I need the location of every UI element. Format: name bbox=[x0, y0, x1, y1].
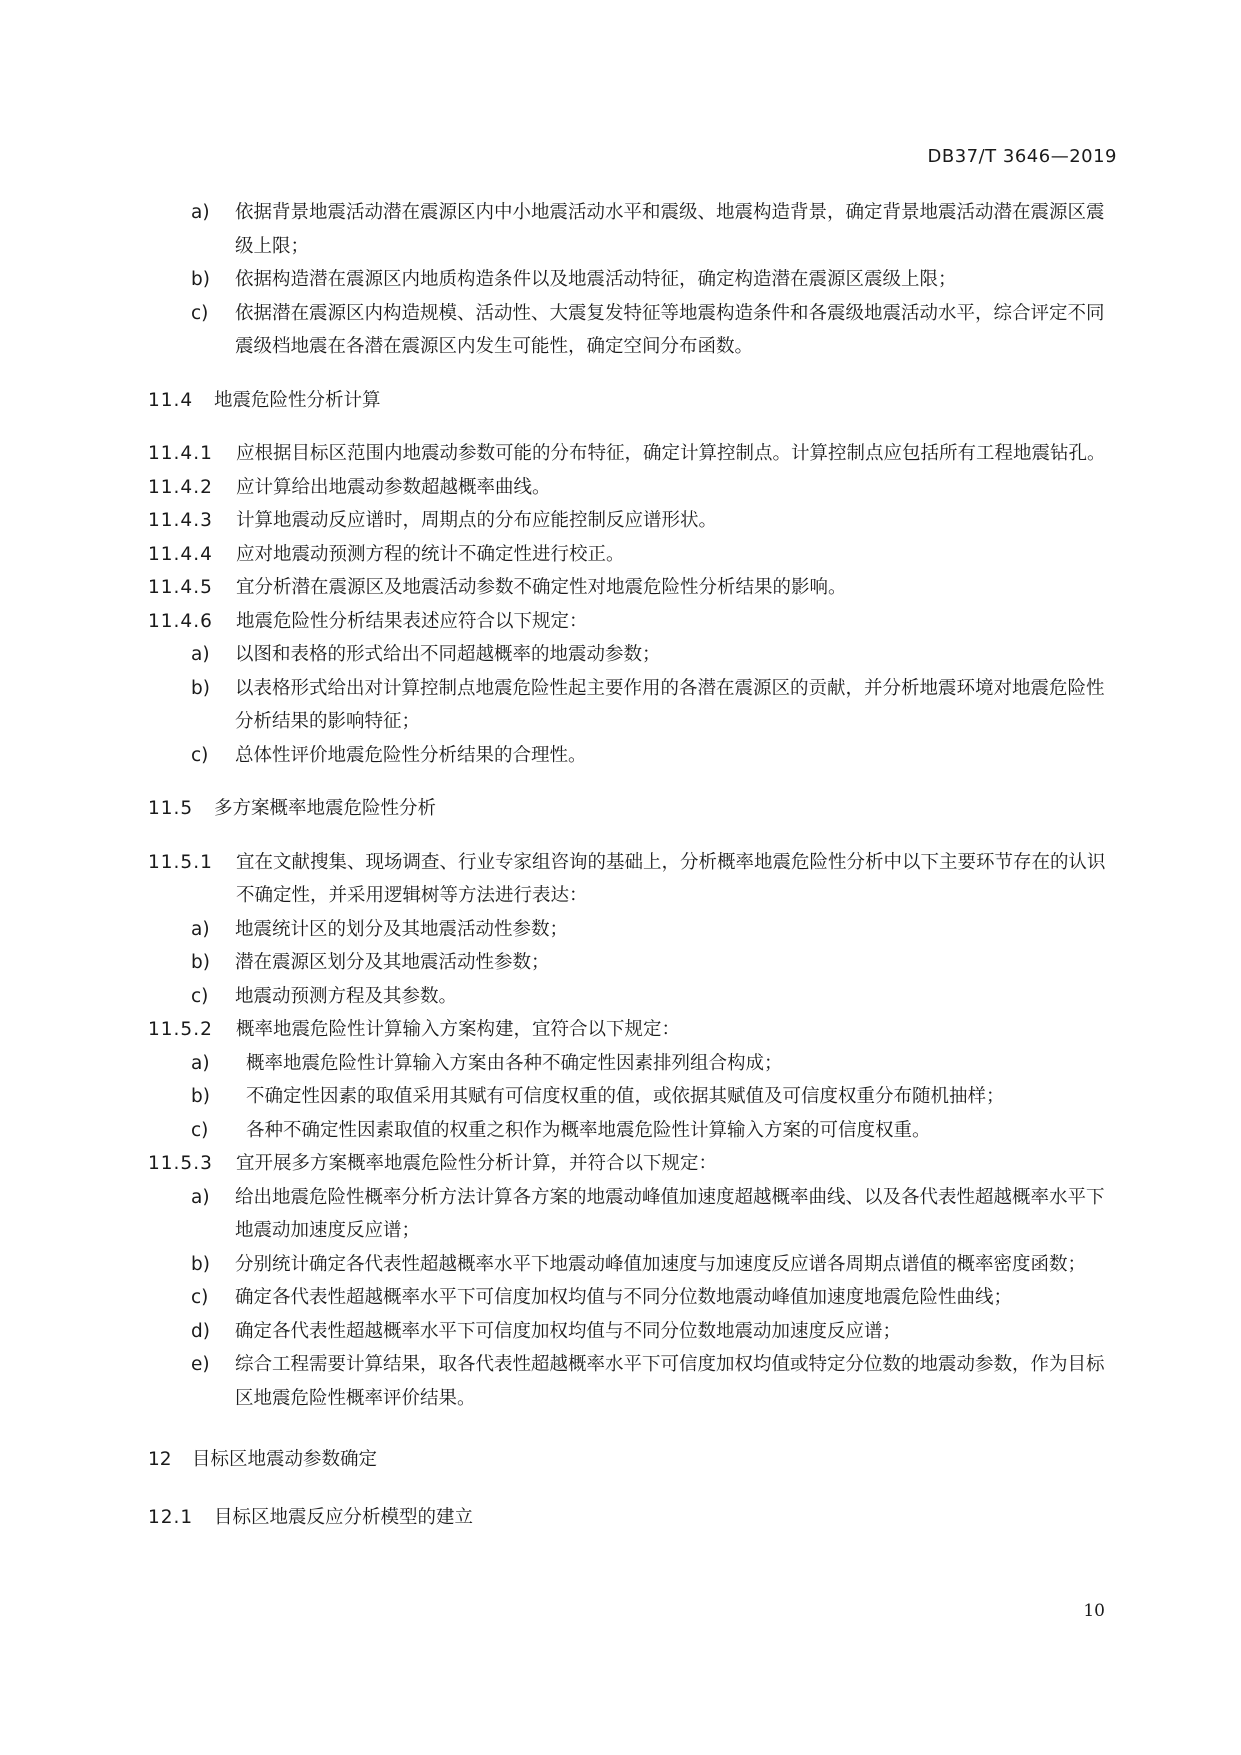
list-item bbox=[148, 196, 1118, 263]
list-item bbox=[148, 913, 1118, 947]
list-item bbox=[148, 1281, 1118, 1315]
list-text: 不确定性因素的取值采用其赋有可信度权重的值，或依据其赋值及可信度权重分布随机抽样； bbox=[246, 1086, 1005, 1107]
list-marker: b) bbox=[191, 1253, 210, 1275]
document-code: DB37/T 3646—2019 bbox=[927, 146, 1117, 167]
clause-11-4-3: 11.4.3 计算地震动反应谱时，周期点的分布应能控制反应谱形状。 bbox=[148, 510, 718, 531]
list-item bbox=[148, 946, 1118, 980]
clause-11-5-3: 11.5.3 宜开展多方案概率地震危险性分析计算，并符合以下规定： bbox=[148, 1153, 718, 1174]
list-marker: a) bbox=[191, 1052, 210, 1074]
list-text: 地震统计区的划分及其地震活动性参数； bbox=[235, 918, 569, 940]
list-text: 依据潜在震源区内构造规模、活动性、大震复发特征等地震构造条件和各震级地震活动水平，综合评定不同震级档地震在各潜在震源区内发生可能性，确定空间分布函数。 bbox=[235, 302, 1105, 357]
list-text: 各种不确定性因素取值的权重之积作为概率地震危险性计算输入方案的可信度权重。 bbox=[246, 1119, 931, 1141]
list-text: 依据构造潜在震源区内地质构造条件以及地震活动特征，确定构造潜在震源区震级上限； bbox=[235, 269, 957, 290]
list-text: 以图和表格的形式给出不同超越概率的地震动参数； bbox=[235, 644, 661, 665]
list-item bbox=[148, 980, 1118, 1014]
list-marker: a) bbox=[191, 918, 210, 940]
list-item bbox=[148, 1248, 1118, 1282]
clause-11-5-2: 11.5.2 概率地震危险性计算输入方案构建，宜符合以下规定： bbox=[148, 1019, 681, 1040]
list-marker: c) bbox=[191, 302, 209, 324]
list-text: 地震动预测方程及其参数。 bbox=[235, 985, 458, 1007]
list-text: 给出地震危险性概率分析方法计算各方案的地震动峰值加速度超越概率曲线、以及各代表性超越概率水平下地震动加速度反应谱； bbox=[235, 1186, 1105, 1241]
clause-11-4-5: 11.4.5 宜分析潜在震源区及地震活动参数不确定性对地震危险性分析结果的影响。 bbox=[148, 577, 847, 598]
chapter-heading-12: 12 目标区地震动参数确定 bbox=[148, 1449, 378, 1470]
list-marker: a) bbox=[191, 644, 210, 665]
page-content bbox=[148, 196, 1118, 1554]
clause-11-5-1: 11.5.1 宜在文献搜集、现场调查、行业专家组咨询的基础上，分析概率地震危险性分析中以下主要环节存在的认识不确定性，并采用逻辑树等方法进行表达： bbox=[148, 851, 1106, 906]
list-item bbox=[148, 1181, 1118, 1248]
list-marker: a) bbox=[191, 1186, 210, 1208]
list-marker: b) bbox=[191, 1086, 210, 1107]
list-text: 潜在震源区划分及其地震活动性参数； bbox=[235, 952, 550, 973]
list-item bbox=[148, 672, 1118, 739]
list-item bbox=[148, 1114, 1118, 1148]
list-item bbox=[148, 1047, 1118, 1081]
list-text: 以表格形式给出对计算控制点地震危险性起主要作用的各潜在震源区的贡献，并分析地震环境对地震危险性分析结果的影响特征； bbox=[235, 677, 1105, 732]
list-marker: c) bbox=[191, 1287, 209, 1308]
list-item bbox=[148, 638, 1118, 672]
list-text: 分别统计确定各代表性超越概率水平下地震动峰值加速度与加速度反应谱各周期点谱值的概率密度函数； bbox=[235, 1253, 1087, 1275]
list-marker: d) bbox=[191, 1320, 210, 1342]
list-text: 综合工程需要计算结果，取各代表性超越概率水平下可信度加权均值或特定分位数的地震动参数，作为目标区地震危险性概率评价结果。 bbox=[235, 1354, 1105, 1409]
list-marker: b) bbox=[191, 677, 210, 699]
list-marker: c) bbox=[191, 985, 209, 1007]
list-marker: b) bbox=[191, 269, 210, 290]
list-marker: e) bbox=[191, 1354, 210, 1375]
clause-11-4-4: 11.4.4 应对地震动预测方程的统计不确定性进行校正。 bbox=[148, 543, 625, 565]
list-item bbox=[148, 739, 1118, 773]
page-number: 10 bbox=[1083, 1601, 1105, 1621]
list-text: 总体性评价地震危险性分析结果的合理性。 bbox=[235, 744, 587, 766]
section-heading-11-5: 11.5 多方案概率地震危险性分析 bbox=[148, 798, 437, 819]
section-heading-11-4: 11.4 地震危险性分析计算 bbox=[148, 389, 381, 411]
list-text: 确定各代表性超越概率水平下可信度加权均值与不同分位数地震动加速度反应谱； bbox=[235, 1320, 902, 1342]
clause-11-4-1: 11.4.1 应根据目标区范围内地震动参数可能的分布特征，确定计算控制点。计算控制点应包括所有工程地震钻孔。 bbox=[148, 443, 1106, 464]
list-item bbox=[148, 1315, 1118, 1349]
section-heading-12-1: 12.1 目标区地震反应分析模型的建立 bbox=[148, 1506, 474, 1528]
clause-11-4-2: 11.4.2 应计算给出地震动参数超越概率曲线。 bbox=[148, 476, 551, 498]
list-item bbox=[148, 1348, 1118, 1415]
list-marker: a) bbox=[191, 202, 210, 223]
list-marker: c) bbox=[191, 1119, 209, 1141]
list-text: 依据背景地震活动潜在震源区内中小地震活动水平和震级、地震构造背景，确定背景地震活动潜在震源区震级上限； bbox=[235, 202, 1105, 257]
clause-11-4-6: 11.4.6 地震危险性分析结果表述应符合以下规定： bbox=[148, 610, 588, 632]
list-marker: b) bbox=[191, 952, 210, 973]
list-text: 确定各代表性超越概率水平下可信度加权均值与不同分位数地震动峰值加速度地震危险性曲线； bbox=[235, 1287, 1013, 1308]
list-text: 概率地震危险性计算输入方案由各种不确定性因素排列组合构成； bbox=[246, 1052, 783, 1074]
list-item bbox=[148, 263, 1118, 297]
list-marker: c) bbox=[191, 744, 209, 766]
list-item bbox=[148, 297, 1118, 364]
list-item bbox=[148, 1080, 1118, 1114]
